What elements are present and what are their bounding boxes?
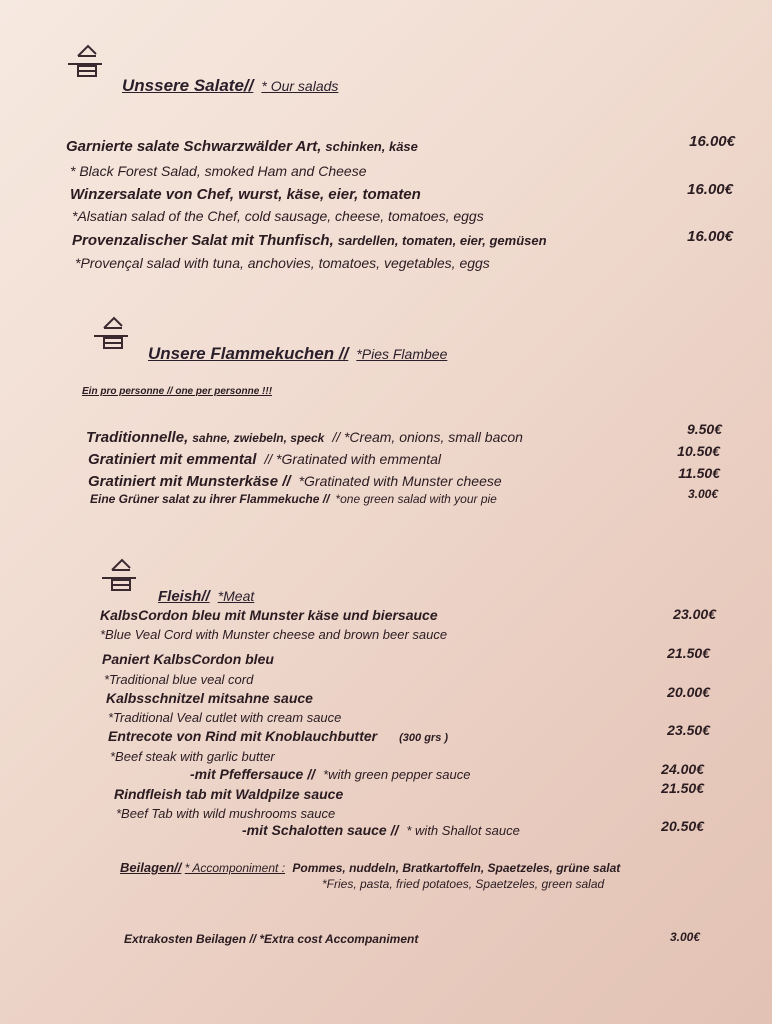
house-icon xyxy=(92,314,132,350)
meat-title-text: Fleish// xyxy=(158,588,210,605)
menu-item-price: 3.00€ xyxy=(687,487,718,501)
meat-title xyxy=(158,588,254,605)
flammkuchen-title-text: Unsere Flammekuchen // xyxy=(148,344,349,363)
menu-item-name: Kalbsschnitzel mitsahne sauce xyxy=(106,690,313,706)
menu-item-price: 11.50€ xyxy=(678,465,720,481)
menu-item-english: *Blue Veal Cord with Munster cheese and brown beer sauce xyxy=(100,627,448,642)
salads-title xyxy=(122,76,338,96)
house-icon xyxy=(100,556,140,592)
menu-item-english: *Traditional Veal cutlet with cream sauce xyxy=(108,710,342,725)
menu-item-english: *Beef Tab with wild mushrooms sauce xyxy=(116,806,336,821)
menu-item-price: 16.00€ xyxy=(687,181,733,198)
menu-item-name: -mit Schalotten sauce // * with Shallot sauce xyxy=(242,822,520,838)
house-icon xyxy=(66,42,106,78)
extra-cost-line: Extrakosten Beilagen // *Extra cost Accompaniment xyxy=(124,932,419,946)
menu-item-price: 20.00€ xyxy=(667,684,710,700)
menu-item-price: 21.50€ xyxy=(667,645,710,661)
menu-item-name: -mit Pfeffersauce // *with green pepper sauce xyxy=(190,766,471,782)
extra-cost-price: 3.00€ xyxy=(669,930,700,944)
menu-item-price: 16.00€ xyxy=(687,228,733,245)
menu-item-english: *Beef steak with garlic butter xyxy=(110,749,275,764)
menu-item-name: Entrecote von Rind mit Knoblauchbutter (300 grs ) xyxy=(108,728,449,744)
menu-item-name: Eine Grüner salat zu ihrer Flammekuche // *one green salad with your pie xyxy=(90,492,497,506)
flammkuchen-note: Ein pro personne // one per personne !!! xyxy=(82,386,273,397)
menu-item-english: *Alsatian salad of the Chef, cold sausage, cheese, tomatoes, eggs xyxy=(72,208,484,224)
menu-item-english: *Traditional blue veal cord xyxy=(104,672,254,687)
salads-title-text: Unssere Salate// xyxy=(122,76,254,95)
menu-item-price: 9.50€ xyxy=(686,421,722,437)
menu-item-english: *Provençal salad with tuna, anchovies, tomatoes, vegetables, eggs xyxy=(75,255,490,271)
menu-item-name: Rindfleish tab mit Waldpilze sauce xyxy=(114,786,344,802)
menu-item-price: 23.00€ xyxy=(673,606,716,622)
menu-item-price: 21.50€ xyxy=(661,780,704,796)
menu-item-name: Traditionnelle, sahne, zwiebeln, speck // *Cream, onions, small bacon xyxy=(86,429,523,446)
menu-item-name: Paniert KalbsCordon bleu xyxy=(102,651,274,667)
menu-item-name: Gratiniert mit Munsterkäse // *Gratinated with Munster cheese xyxy=(88,473,502,490)
meat-subtitle: *Meat xyxy=(217,588,255,604)
sides-english: *Fries, pasta, fried potatoes, Spaetzeles, green salad xyxy=(322,877,605,891)
salads-subtitle: * Our salads xyxy=(261,78,339,94)
flammkuchen-subtitle: *Pies Flambee xyxy=(356,346,448,362)
menu-item-name: Garnierte salate Schwarzwälder Art, schinken, käse xyxy=(66,138,418,155)
menu-item-price: 23.50€ xyxy=(667,722,710,738)
flammkuchen-title xyxy=(148,344,447,364)
menu-item-price: 20.50€ xyxy=(661,818,704,834)
menu-item-name: KalbsCordon bleu mit Munster käse und biersauce xyxy=(100,607,438,623)
menu-item-price: 10.50€ xyxy=(677,443,720,459)
menu-item-name: Winzersalate von Chef, wurst, käse, eier, tomaten xyxy=(70,186,421,203)
menu-item-english: * Black Forest Salad, smoked Ham and Cheese xyxy=(70,163,367,179)
menu-item-price: 16.00€ xyxy=(689,133,735,150)
menu-item-name: Provenzalischer Salat mit Thunfisch, sardellen, tomaten, eier, gemüsen xyxy=(72,232,547,249)
sides-line: Beilagen// * Accomponiment : Pommes, nuddeln, Bratkartoffeln, Spaetzeles, grüne salat xyxy=(120,860,621,875)
menu-item-name: Gratiniert mit emmental // *Gratinated with emmental xyxy=(88,451,442,468)
menu-item-price: 24.00€ xyxy=(661,761,704,777)
